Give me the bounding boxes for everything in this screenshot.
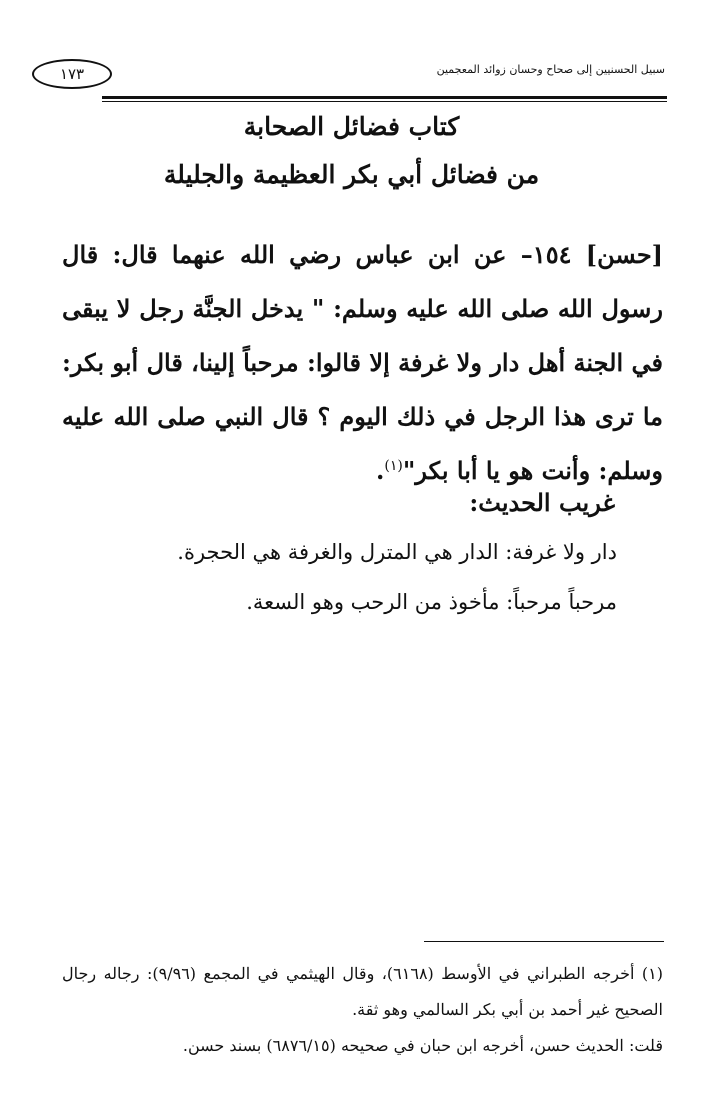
chapter-title: من فضائل أبي بكر العظيمة والجليلة — [163, 160, 540, 189]
footnotes — [62, 956, 663, 1064]
hadith-paragraph — [62, 228, 663, 498]
header-rule-thick — [102, 96, 667, 99]
hadith-end-mark: . — [376, 456, 385, 485]
running-header: سبيل الحسنيين إلى صحاح وحسان زوائد المعجمين — [436, 63, 665, 76]
glossary-heading: غريب الحديث: — [469, 488, 615, 517]
page-number — [32, 59, 112, 89]
glossary-entry: مرحباً مرحباً: مأخوذ من الرحب وهو السعة. — [246, 590, 617, 614]
footnote-1: (١) أخرجه الطبراني في الأوسط (٦١٦٨)، وقال الهيثمي في المجمع (٩/٩٦): رجاله رجال الصحيح غير أحمد بن أبي بكر السالمي وهو ثقة. — [62, 964, 663, 1019]
glossary-entry: دار ولا غرفة: الدار هي المترل والغرفة هي الحجرة. — [177, 540, 617, 564]
hadith-grade: [حسن] — [585, 240, 664, 269]
footnote-separator — [424, 941, 664, 942]
page-number-text: ١٧٣ — [59, 65, 85, 83]
hadith-text: عن ابن عباس رضي الله عنهما قال: قال رسول الله صلى الله عليه وسلم: " يدخل الجنَّة رجل لا يبقى في الجنة أهل دار ولا غرفة إلا قالوا: مرحباً إلينا، قال أبو بكر: ما ترى هذا الرجل في ذلك اليوم ؟ قال النبي صلى الله عليه وسلم: وأنت هو يا أبا بكر" — [62, 240, 663, 485]
book-title: كتاب فضائل الصحابة — [243, 112, 460, 141]
header-rule-thin — [102, 101, 667, 102]
footnote-reference[interactable]: (١) — [384, 458, 403, 474]
hadith-number: ١٥٤– — [520, 240, 572, 269]
footnote-comment: قلت: الحديث حسن، أخرجه ابن حبان في صحيحه (٦٨٧٦/١٥) بسند حسن. — [182, 1036, 663, 1055]
